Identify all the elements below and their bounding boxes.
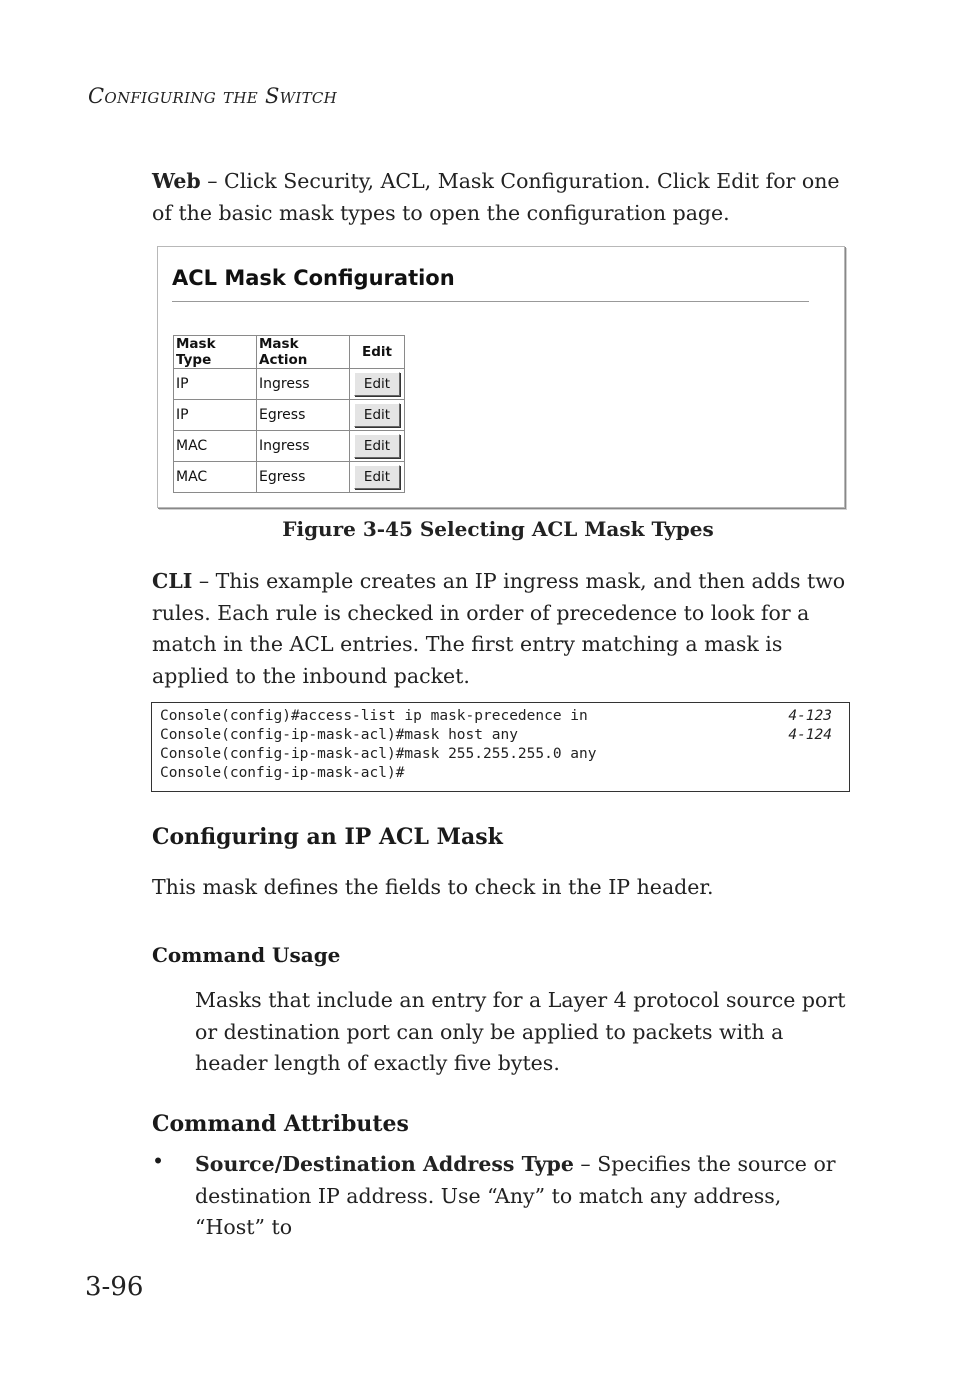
mask-action-cell: Egress [257, 462, 350, 493]
table-header-row [174, 336, 405, 369]
table-row [174, 369, 405, 400]
section-intro: This mask defines the fields to check in the IP header. [152, 875, 714, 899]
edit-button[interactable]: Edit [354, 403, 400, 427]
cli-code-block [151, 702, 850, 792]
code-reference: 4-123 [788, 708, 832, 724]
figure-title: ACL Mask Configuration [172, 266, 455, 290]
col-mask-type: Mask Type [174, 336, 257, 369]
running-header: Configuring the Switch [88, 84, 338, 108]
table-row [174, 431, 405, 462]
code-line: Console(config-ip-mask-acl)#mask 255.255.255.0 any [160, 746, 597, 762]
code-line: Console(config-ip-mask-acl)#mask host any [160, 727, 518, 743]
mask-action-cell: Egress [257, 400, 350, 431]
col-mask-action: Mask Action [257, 336, 350, 369]
code-line: Console(config)#access-list ip mask-precedence in [160, 708, 588, 724]
command-attributes-heading: Command Attributes [152, 1111, 409, 1137]
command-usage-text: Masks that include an entry for a Layer 4 protocol source port or destination port can only be applied to packets with a header length of exactly five bytes. [195, 988, 846, 1075]
mask-type-cell: MAC [174, 462, 257, 493]
web-label: Web [152, 169, 201, 193]
section-heading: Configuring an IP ACL Mask [152, 824, 503, 850]
col-edit: Edit [350, 336, 405, 369]
attribute-text: – Specifies the source or destination IP address. Use “Any” to match any address, “Host” to [195, 1152, 836, 1239]
figure-divider [172, 301, 809, 302]
edit-button[interactable]: Edit [354, 434, 400, 458]
command-usage-heading: Command Usage [152, 943, 341, 967]
edit-button[interactable]: Edit [354, 372, 400, 396]
acl-mask-table [173, 335, 405, 493]
cli-text: – This example creates an IP ingress mask, and then adds two rules. Each rule is checked in order of precedence to look for a match in the ACL entries. The first entry matching a mask is applied to the inbound packet. [152, 569, 846, 688]
edit-cell [350, 462, 405, 493]
web-instructions [152, 166, 852, 229]
edit-button[interactable]: Edit [354, 465, 400, 489]
table-row [174, 400, 405, 431]
mask-action-cell: Ingress [257, 369, 350, 400]
code-line: Console(config-ip-mask-acl)# [160, 765, 405, 781]
edit-cell [350, 431, 405, 462]
cli-description [152, 566, 852, 692]
attribute-label: Source/Destination Address Type [195, 1152, 574, 1176]
web-text: – Click Security, ACL, Mask Configuration. Click Edit for one of the basic mask types to open the configuration page. [152, 169, 840, 225]
cli-label: CLI [152, 569, 193, 593]
table-row [174, 462, 405, 493]
mask-action-cell: Ingress [257, 431, 350, 462]
edit-cell [350, 400, 405, 431]
bullet-marker: • [152, 1149, 165, 1173]
page-number: 3-96 [85, 1272, 144, 1302]
edit-cell [350, 369, 405, 400]
attribute-item [195, 1149, 855, 1244]
mask-type-cell: MAC [174, 431, 257, 462]
mask-type-cell: IP [174, 369, 257, 400]
mask-type-cell: IP [174, 400, 257, 431]
code-reference: 4-124 [788, 727, 832, 743]
figure-caption: Figure 3-45 Selecting ACL Mask Types [282, 517, 714, 541]
